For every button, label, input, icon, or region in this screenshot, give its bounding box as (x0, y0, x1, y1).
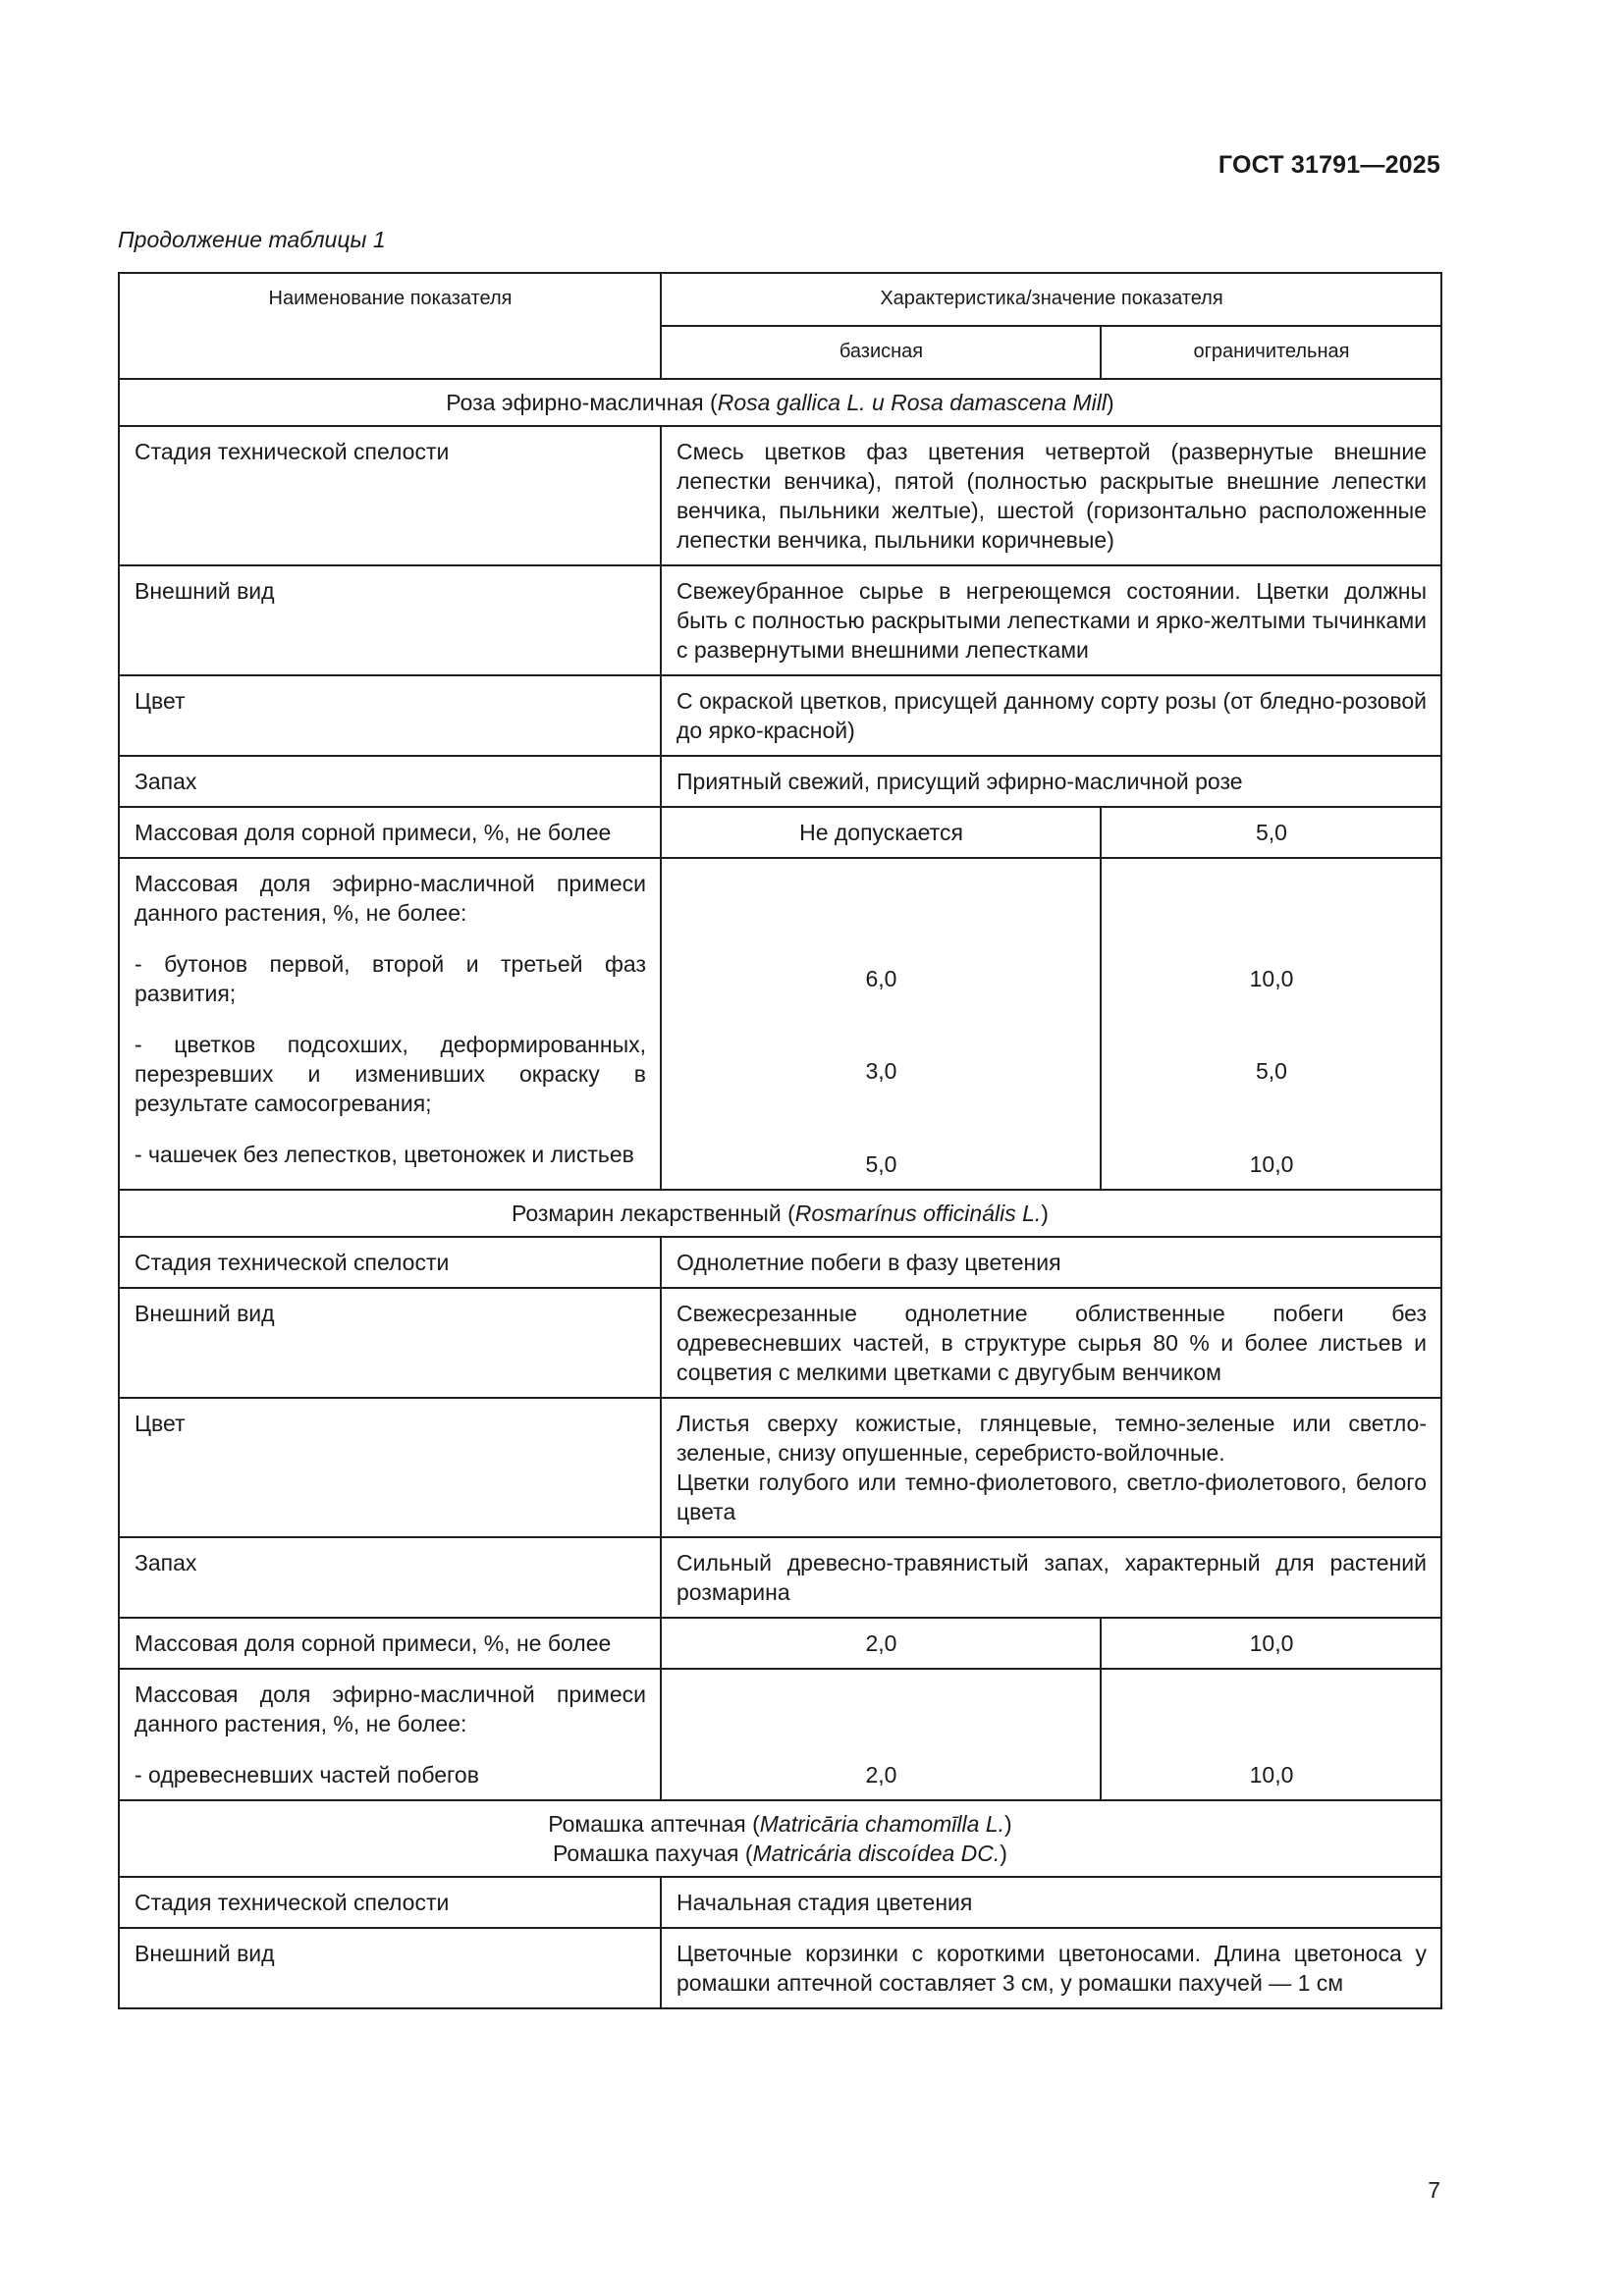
row-name: Запах (119, 756, 661, 807)
row-name: Стадия технической спелости (119, 426, 661, 565)
row-subitem-label: - одревесневших частей побегов (135, 1762, 479, 1788)
row-basic-value: 2,0 (661, 1618, 1101, 1669)
row-value: Цветочные корзинки с короткими цветоносами. Длина цветоноса у ромашки аптечной составляет 3 см, у ромашки пахучей — 1 см (661, 1928, 1441, 2008)
row-value: Однолетние побеги в фазу цветения (661, 1237, 1441, 1288)
row-basic-value: Не допускается (661, 807, 1101, 858)
row-name: Цвет (119, 675, 661, 756)
row-subitem-label: - бутонов первой, второй и третьей фаз развития; (135, 951, 646, 1006)
row-name: Внешний вид (119, 565, 661, 675)
document-code: ГОСТ 31791—2025 (1218, 151, 1440, 179)
row-subitem-label: - чашечек без лепестков, цветоножек и листьев (135, 1142, 634, 1167)
row-name: Внешний вид (119, 1928, 661, 2008)
row-limit-value: 5,0 (1101, 807, 1441, 858)
row-value: Смесь цветков фаз цветения четвертой (развернутые внешние лепестки венчика), пятой (полностью раскрытые внешние лепестки венчика, пыльники желтые), шестой (горизонтально расположенные лепестки венчика, пыльники коричневые) (661, 426, 1441, 565)
section-title-chamomile (119, 1800, 1441, 1877)
section-title-rose: Роза эфирно-масличная (Rosa gallica L. и Rosa damascena Mill) (119, 379, 1441, 426)
subitem-basic-value: 2,0 (865, 1762, 897, 1788)
section-row-rosemary (119, 1190, 1441, 1237)
table-row (119, 1537, 1441, 1618)
table-row (119, 1877, 1441, 1928)
row-name: Стадия технической спелости (119, 1237, 661, 1288)
row-name: Массовая доля сорной примеси, %, не более (119, 807, 661, 858)
subitem-limit-value: 5,0 (1256, 1058, 1287, 1084)
header-group: Характеристика/значение показателя (661, 273, 1441, 326)
subitem-limit-value: 10,0 (1249, 1151, 1294, 1177)
row-name (119, 1669, 661, 1800)
row-value: Свежеубранное сырье в негреющемся состоянии. Цветки должны быть с полностью раскрытыми лепестками и ярко-желтыми тычинками с развернутыми внешними лепестками (661, 565, 1441, 675)
row-value (661, 1398, 1441, 1537)
row-name: Массовая доля сорной примеси, %, не более (119, 1618, 661, 1669)
table-header-row (119, 273, 1441, 326)
row-name: Внешний вид (119, 1288, 661, 1398)
header-name: Наименование показателя (119, 273, 661, 379)
header-basic: базисная (661, 326, 1101, 379)
table-row (119, 807, 1441, 858)
table-row (119, 675, 1441, 756)
row-value-part: Листья сверху кожистые, глянцевые, темно-зеленые или светло-зеленые, снизу опушенные, серебристо-войлочные. (677, 1411, 1427, 1466)
table-row (119, 1618, 1441, 1669)
page-number: 7 (1428, 2177, 1440, 2203)
row-name (119, 858, 661, 1190)
row-subitem-label: - цветков подсохших, деформированных, перезревших и изменивших окраску в результате самосогревания; (135, 1032, 646, 1116)
section-row-chamomile (119, 1800, 1441, 1877)
table-row (119, 1928, 1441, 2008)
row-basic-values (661, 1669, 1101, 1800)
row-name: Запах (119, 1537, 661, 1618)
row-name: Стадия технической спелости (119, 1877, 661, 1928)
section-title-line: Ромашка аптечная (Matricāria chamomīlla L.) (548, 1811, 1012, 1837)
row-value: Свежесрезанные однолетние облиственные побеги без одревесневших частей, в структуре сырья 80 % и более листьев и соцветия с мелкими цветками с двугубым венчиком (661, 1288, 1441, 1398)
table-row (119, 756, 1441, 807)
header-limit: ограничительная (1101, 326, 1441, 379)
table-row (119, 565, 1441, 675)
row-limit-value: 10,0 (1101, 1618, 1441, 1669)
row-value: Приятный свежий, присущий эфирно-масличной розе (661, 756, 1441, 807)
row-limit-values (1101, 1669, 1441, 1800)
row-value: Сильный древесно-травянистый запах, характерный для растений розмарина (661, 1537, 1441, 1618)
subitem-limit-value: 10,0 (1249, 1762, 1294, 1788)
table-caption: Продолжение таблицы 1 (118, 227, 386, 252)
row-name-main: Массовая доля эфирно-масличной примеси данного растения, %, не более: (135, 1682, 646, 1736)
section-title-rosemary: Розмарин лекарственный (Rosmarínus officinális L.) (119, 1190, 1441, 1237)
row-value: С окраской цветков, присущей данному сорту розы (от бледно-розовой до ярко-красной) (661, 675, 1441, 756)
subitem-limit-value: 10,0 (1249, 966, 1294, 991)
row-limit-values (1101, 858, 1441, 1190)
subitem-basic-value: 5,0 (865, 1151, 897, 1177)
table-row (119, 1398, 1441, 1537)
table-row (119, 1288, 1441, 1398)
table-row (119, 426, 1441, 565)
table-row (119, 1237, 1441, 1288)
subitem-basic-value: 3,0 (865, 1058, 897, 1084)
section-title-line: Ромашка пахучая (Matricária discoídea DC.) (553, 1841, 1007, 1866)
table-row (119, 858, 1441, 1190)
row-value: Начальная стадия цветения (661, 1877, 1441, 1928)
table-row (119, 1669, 1441, 1800)
row-basic-values (661, 858, 1101, 1190)
row-name: Цвет (119, 1398, 661, 1537)
section-row-rose (119, 379, 1441, 426)
row-name-main: Массовая доля эфирно-масличной примеси данного растения, %, не более: (135, 871, 646, 926)
subitem-basic-value: 6,0 (865, 966, 897, 991)
row-value-part: Цветки голубого или темно-фиолетового, светло-фиолетового, белого цвета (677, 1469, 1427, 1524)
characteristics-table (118, 272, 1442, 2009)
